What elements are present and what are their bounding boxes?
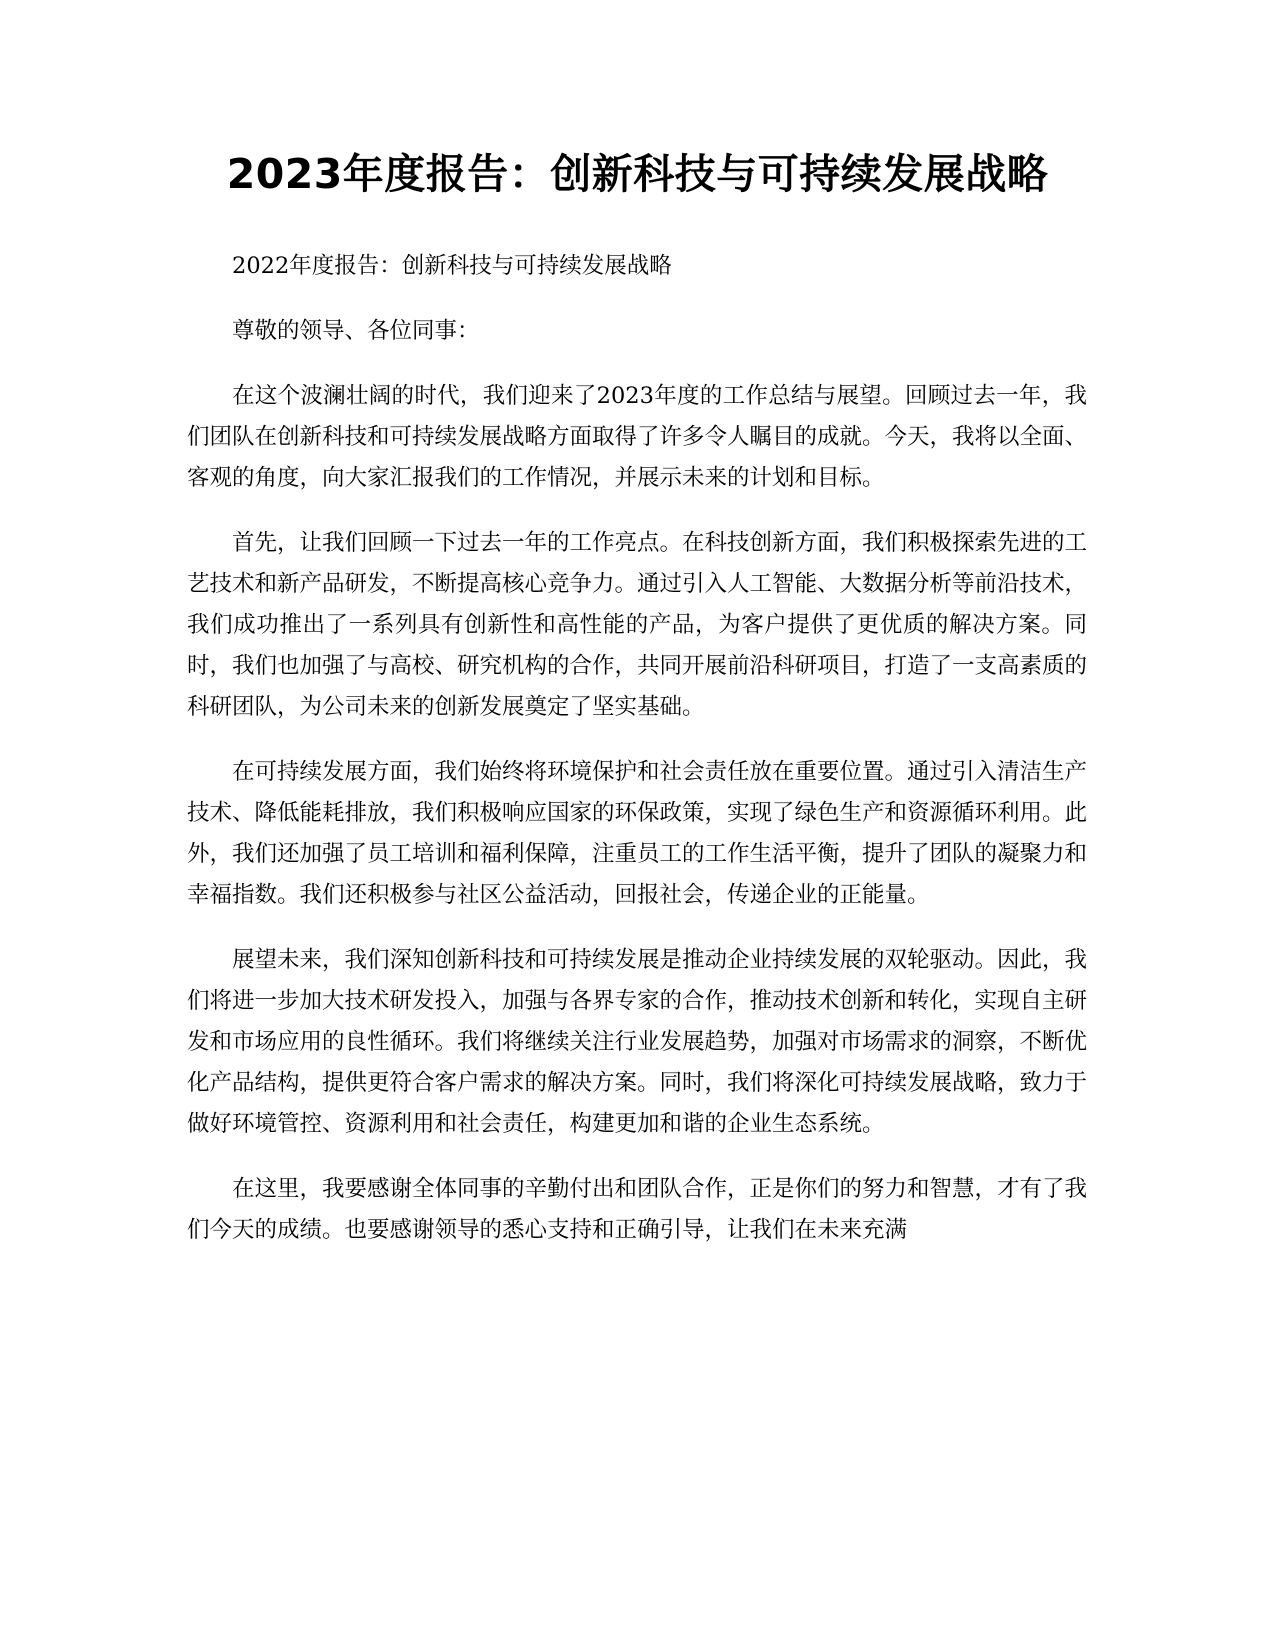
- outlook-paragraph: 展望未来，我们深知创新科技和可持续发展是推动企业持续发展的双轮驱动。因此，我们将进一步加大技术研发投入，加强与各界专家的合作，推动技术创新和转化，实现自主研发和市场应用的良性循环。我们将继续关注行业发展趋势，加强对市场需求的洞察，不断优化产品结构，提供更符合客户需求的解决方案。同时，我们将深化可持续发展战略，致力于做好环境管控、资源利用和社会责任，构建更加和谐的企业生态系统。: [187, 947, 1088, 1137]
- innovation-paragraph: 首先，让我们回顾一下过去一年的工作亮点。在科技创新方面，我们积极探索先进的工艺技术和新产品研发，不断提高核心竞争力。通过引入人工智能、大数据分析等前沿技术，我们成功推出了一系列具有创新性和高性能的产品，为客户提供了更优质的解决方案。同时，我们也加强了与高校、研究机构的合作，共同开展前沿科研项目，打造了一支高素质的科研团队，为公司未来的创新发展奠定了坚实基础。: [187, 530, 1088, 720]
- subtitle-paragraph: 2022年度报告：创新科技与可持续发展战略: [232, 253, 672, 279]
- thanks-paragraph: 在这里，我要感谢全体同事的辛勤付出和团队合作，正是你们的努力和智慧，才有了我们今天的成绩。也要感谢领导的悉心支持和正确引导，让我们在未来充满: [187, 1176, 1088, 1243]
- salutation-paragraph: 尊敬的领导、各位同事：: [232, 318, 480, 344]
- document-title: 2023年度报告：创新科技与可持续发展战略: [226, 150, 1049, 198]
- intro-paragraph: 在这个波澜壮阔的时代，我们迎来了2023年度的工作总结与展望。回顾过去一年，我们团队在创新科技和可持续发展战略方面取得了许多令人瞩目的成就。今天，我将以全面、客观的角度，向大家汇报我们的工作情况，并展示未来的计划和目标。: [187, 383, 1088, 491]
- sustainability-paragraph: 在可持续发展方面，我们始终将环境保护和社会责任放在重要位置。通过引入清洁生产技术、降低能耗排放，我们积极响应国家的环保政策，实现了绿色生产和资源循环利用。此外，我们还加强了员工培训和福利保障，注重员工的工作生活平衡，提升了团队的凝聚力和幸福指数。我们还积极参与社区公益活动，回报社会，传递企业的正能量。: [187, 759, 1088, 908]
- document-body: [187, 246, 1087, 1275]
